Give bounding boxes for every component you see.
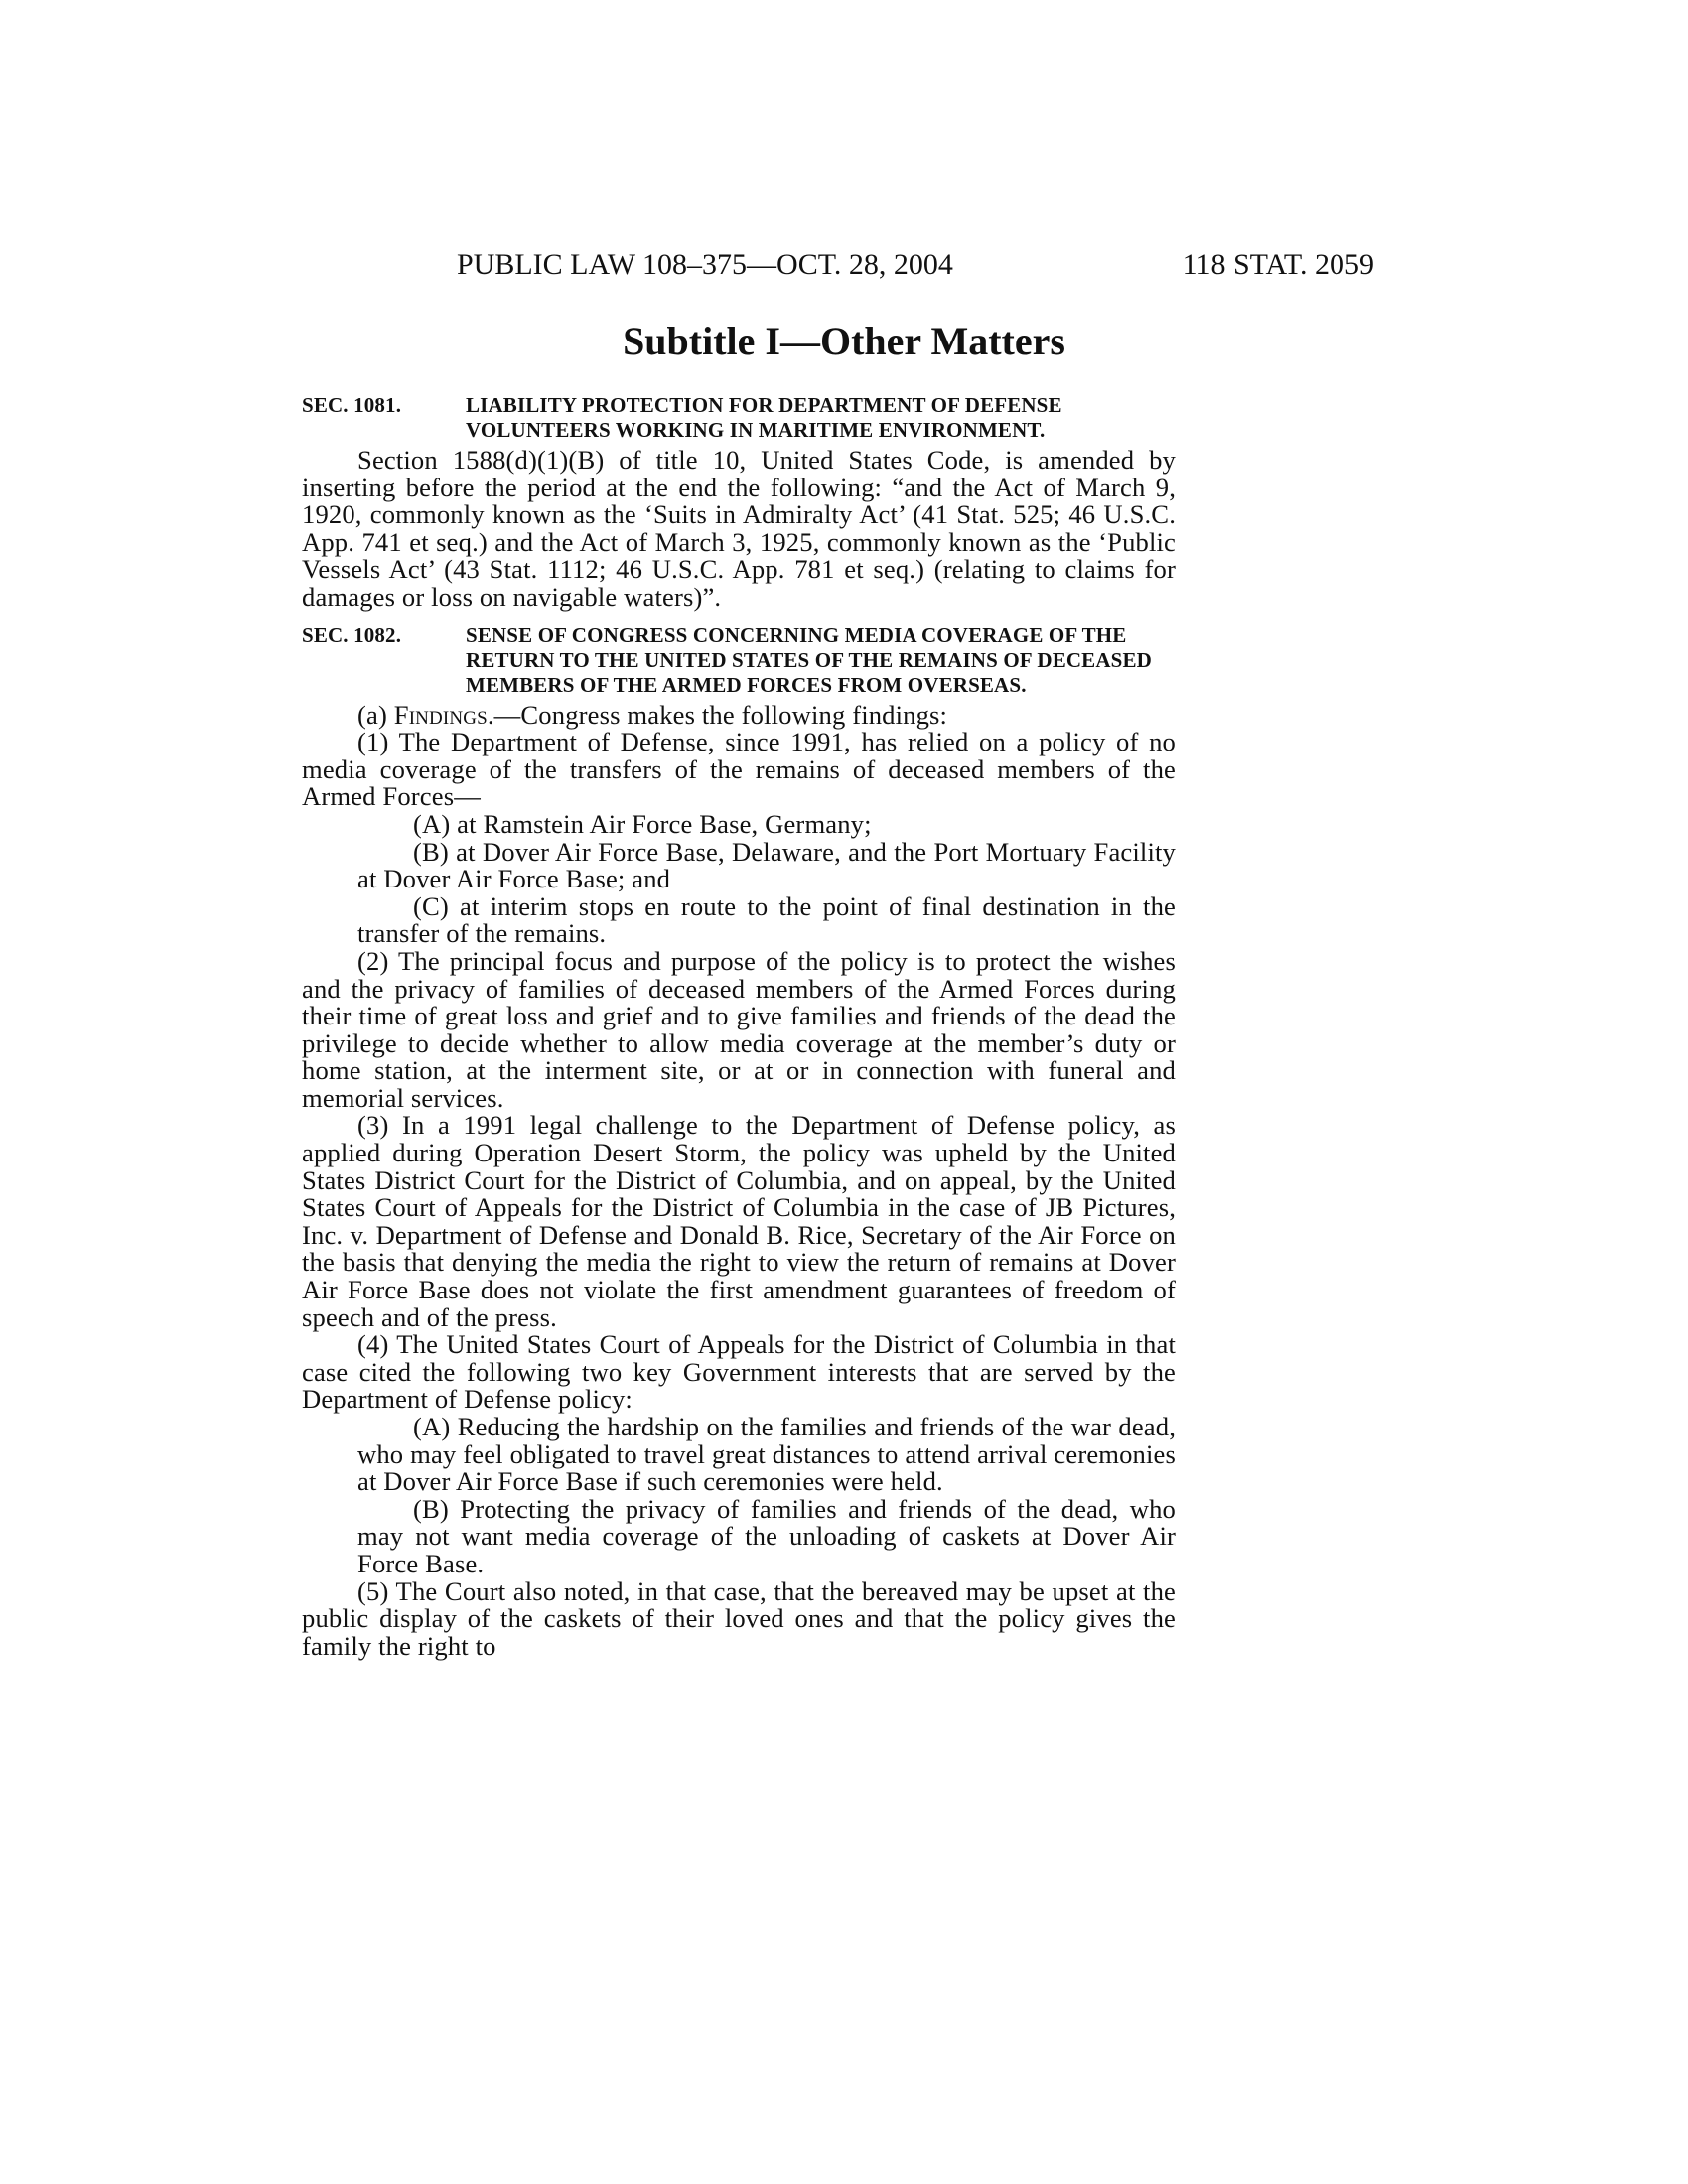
finding-2: (2) The principal focus and purpose of the policy is to protect the wishes and the privacy of families of deceased members of the Armed Forces during their time of great loss and grief and to give families and friends of the dead the privilege to decide whether to allow media coverage at the member’s duty or home station, at the interment site, or at or in connection with funeral and memorial services. xyxy=(302,945,1176,1113)
document-body xyxy=(302,393,1176,1660)
finding-4-a: (A) Reducing the hardship on the families and friends of the war dead, who may feel obligated to travel great distances to attend arrival ceremonies at Dover Air Force Base if such ceremonies were held. xyxy=(357,1412,1176,1497)
findings-heading: Findings xyxy=(393,699,488,730)
header-stat-page: 118 STAT. 2059 xyxy=(1182,248,1374,281)
section-1081-number: SEC. 1081. xyxy=(302,393,402,417)
section-1081-body: Section 1588(d)(1)(B) of title 10, United States Code, is amended by inserting before the period at the end the following: “and the Act of March 9, 1920, commonly known as the ‘Suits in Admiralty Act’ (41 Stat. 525; 46 U.S.C. App. 741 et seq.) and the Act of March 3, 1925, commonly known as the ‘Public Vessels Act’ (43 Stat. 1112; 46 U.S.C. App. 781 et seq.) (relating to claims for damages or loss on navigable waters)”. xyxy=(302,445,1176,612)
finding-3: (3) In a 1991 legal challenge to the Department of Defense policy, as applied during Operation Desert Storm, the policy was upheld by the United States District Court for the District of Columbia, and on appeal, by the United States Court of Appeals for the District of Columbia in the case of JB Pictures, Inc. v. Department of Defense and Donald B. Rice, Secretary of the Air Force on the basis that denying the media the right to view the return of remains at Dover Air Force Base does not violate the first amendment guarantees of freedom of speech and of the press. xyxy=(302,1110,1176,1332)
findings-intro-text: .—Congress makes the following findings: xyxy=(487,699,948,730)
findings-intro xyxy=(302,699,1176,730)
running-head xyxy=(457,248,1374,288)
finding-1: (1) The Department of Defense, since 1991, has relied on a policy of no media coverage of the transfers of the remains of deceased members of the Armed Forces— xyxy=(302,727,1176,812)
finding-1-a: (A) at Ramstein Air Force Base, Germany; xyxy=(413,808,872,839)
findings-label: (a) xyxy=(357,699,394,730)
section-1082-number: SEC. 1082. xyxy=(302,622,402,647)
finding-5: (5) The Court also noted, in that case, that the bereaved may be upset at the public display of the caskets of their loved ones and that the policy gives the family the right to xyxy=(302,1575,1176,1661)
finding-1-b: (B) at Dover Air Force Base, Delaware, and the Port Mortuary Facility at Dover Air Force Base; and xyxy=(357,836,1176,894)
header-law-citation: PUBLIC LAW 108–375—OCT. 28, 2004 xyxy=(457,248,953,281)
section-1081-title: LIABILITY PROTECTION FOR DEPARTMENT OF DEFENSE VOLUNTEERS WORKING IN MARITIME ENVIRONMENT. xyxy=(466,393,1062,442)
section-1082-heading xyxy=(302,623,1176,698)
section-1082-title: SENSE OF CONGRESS CONCERNING MEDIA COVERAGE OF THE RETURN TO THE UNITED STATES OF THE REMAINS OF DECEASED MEMBERS OF THE ARMED FORCES FROM OVERSEAS. xyxy=(466,622,1152,697)
finding-4: (4) The United States Court of Appeals for the District of Columbia in that case cited the following two key Government interests that are served by the Department of Defense policy: xyxy=(302,1329,1176,1415)
section-1081-heading xyxy=(302,393,1176,443)
finding-4-b: (B) Protecting the privacy of families and friends of the dead, who may not want media coverage of the unloading of caskets at Dover Air Force Base. xyxy=(357,1493,1176,1578)
subtitle-heading: Subtitle I—Other Matters xyxy=(623,319,1065,363)
finding-1-c: (C) at interim stops en route to the point of final destination in the transfer of the remains. xyxy=(357,890,1176,949)
